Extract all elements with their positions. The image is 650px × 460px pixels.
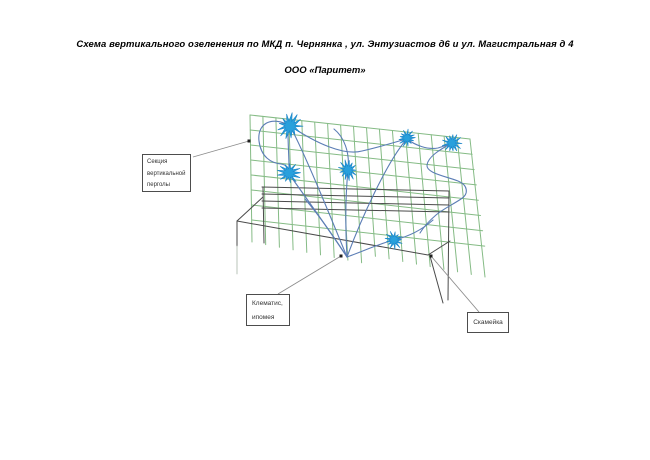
leader-line-plants (278, 256, 341, 294)
callout-bench-line: Скамейка (473, 319, 503, 326)
callout-pergola-section (142, 154, 191, 192)
callout-pergola-line: перголы (147, 182, 170, 189)
grid-line-horizontal (252, 220, 485, 246)
flower-icon (278, 113, 304, 139)
bench-backrest-rail (262, 187, 449, 191)
bench-seat-right-edge (428, 241, 450, 255)
grid-line-vertical (444, 136, 458, 272)
callout-bench (467, 312, 509, 333)
grid-line-vertical (367, 128, 376, 257)
callout-plants-line: ипомея (252, 313, 275, 321)
title-line-2: ООО «Паритет» (284, 65, 366, 76)
leader-dot (340, 255, 343, 258)
callout-pergola-line: вертикальной (147, 170, 186, 177)
grid-line-vertical (405, 132, 416, 264)
leader-dot (248, 140, 251, 143)
grid-line-vertical (457, 138, 471, 275)
callout-plants (246, 294, 290, 326)
grid-line-vertical (379, 129, 389, 259)
callout-leader-lines (193, 141, 479, 312)
leader-dot (430, 255, 433, 258)
grid-line-vertical (418, 133, 430, 266)
vine-path (292, 127, 406, 152)
vine-path (334, 129, 348, 257)
callout-plants-line: Клематис, (252, 300, 283, 307)
grid-line-horizontal (251, 145, 475, 170)
vine-path (291, 128, 347, 257)
leader-line-pergola (193, 141, 249, 157)
grid-line-vertical (470, 139, 485, 277)
callout-pergola-line: Секция (147, 159, 168, 165)
title-line-1: Схема вертикального озеленения по МКД п. Чернянка , ул. Энтузиастов д6 и ул. Магистральная д 4 (76, 39, 574, 50)
bench-seat-left-edge (237, 197, 263, 221)
vine-path (288, 132, 289, 167)
bench-backrest-rail (262, 194, 449, 198)
bench-drawing (237, 187, 450, 303)
bench-left-post (263, 187, 264, 243)
